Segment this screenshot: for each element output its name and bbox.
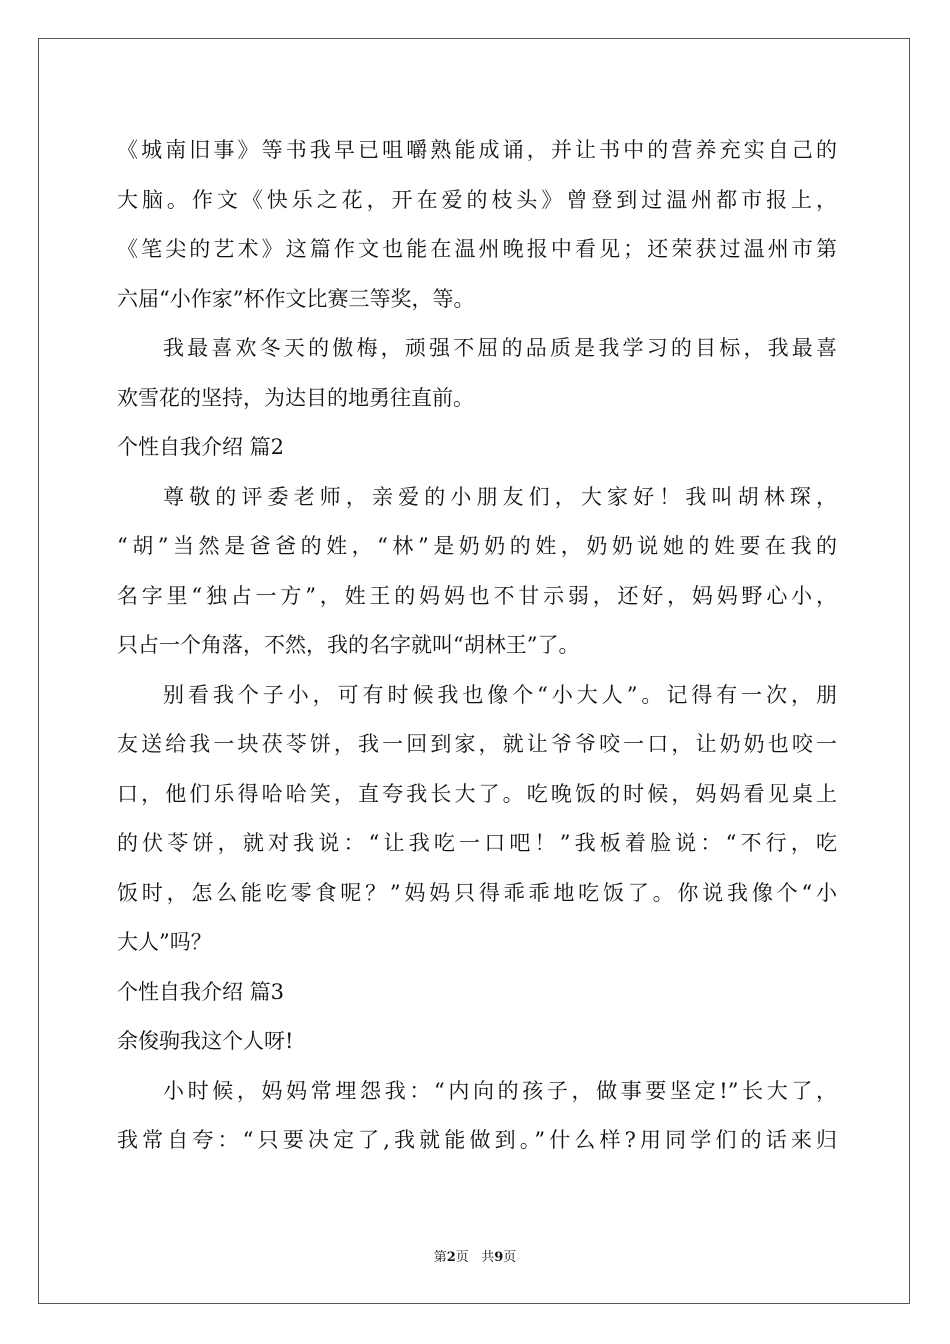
text-line: 欢雪花的坚持，为达目的地勇往直前。	[117, 385, 474, 410]
text-line: 我常自夸：“只要决定了,我就能做到。”什么样?用同学们的话来归	[117, 1128, 837, 1152]
text-line: 《城南旧事》等书我早已咀嚼熟能成诵，并让书中的营养充实自己的	[117, 138, 837, 162]
text-line: 只占一个角落，不然，我的名字就叫“胡林王”了。	[117, 633, 580, 657]
text-line: 《笔尖的艺术》这篇作文也能在温州晚报中看见；还荣获过温州市第	[117, 237, 837, 261]
text-line: 名字里“独占一方”，姓王的妈妈也不甘示弱，还好，妈妈野心小，	[117, 583, 837, 608]
section-heading: 个性自我介绍 篇2	[117, 435, 285, 459]
text-line: 饭时，怎么能吃零食呢？”妈妈只得乖乖地吃饭了。你说我像个“小	[117, 880, 837, 905]
text-line: 大脑。作文《快乐之花，开在爱的枝头》曾登到过温州都市报上，	[117, 187, 837, 212]
section-heading: 个性自我介绍 篇3	[117, 979, 285, 1004]
text-line: 大人”吗？	[117, 930, 212, 954]
page-number: 第2页	[433, 1250, 469, 1265]
text-line: 尊敬的评委老师，亲爱的小朋友们，大家好！我叫胡林琛，	[163, 484, 837, 509]
text-line: 六届“小作家”杯作文比赛三等奖，等。	[117, 286, 475, 311]
page-total: 共9页	[481, 1250, 517, 1265]
text-line: 口，他们乐得哈哈笑，直夸我长大了。吃晚饭的时候，妈妈看见桌上	[117, 781, 837, 806]
text-line: 小时候，妈妈常埋怨我：“内向的孩子，做事要坚定!”长大了，	[163, 1078, 837, 1103]
document-body	[117, 126, 837, 1166]
text-line: 我最喜欢冬天的傲梅，顽强不屈的品质是我学习的目标，我最喜	[163, 336, 837, 360]
text-line: 友送给我一块茯苓饼，我一回到家，就让爷爷咬一口，让奶奶也咬一	[117, 732, 837, 756]
text-line: 余俊驹我这个人呀!	[117, 1029, 294, 1053]
text-line: 的伏苓饼，就对我说：“让我吃一口吧！”我板着脸说：“不行，吃	[117, 831, 837, 855]
text-line: “胡”当然是爸爸的姓，“林”是奶奶的姓，奶奶说她的姓要在我的	[117, 534, 837, 558]
text-line: 别看我个子小，可有时候我也像个“小大人”。记得有一次，朋	[163, 682, 837, 707]
page-footer	[0, 1246, 950, 1265]
